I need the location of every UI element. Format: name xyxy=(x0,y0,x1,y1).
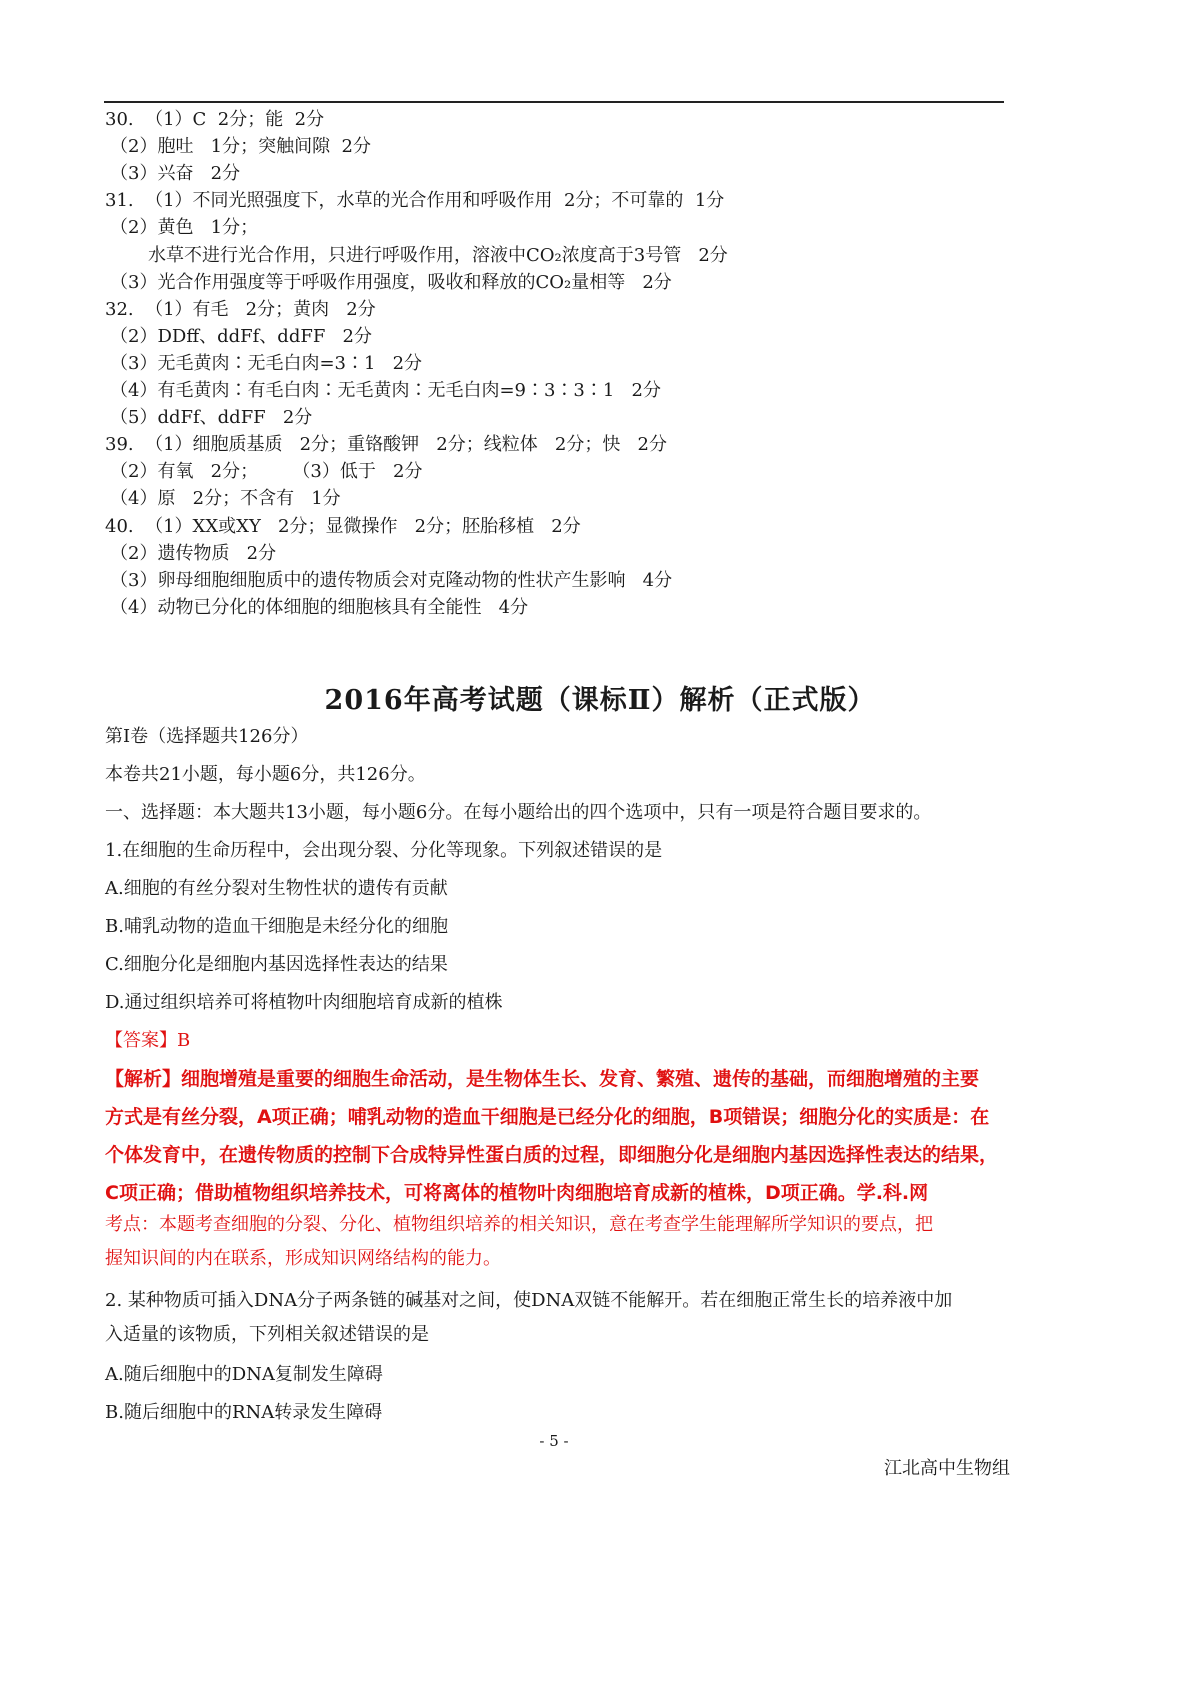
answer-line: 32. （1）有毛 2分；黄肉 2分 xyxy=(105,298,376,320)
body-line: A.细胞的有丝分裂对生物性状的遗传有贡献 xyxy=(105,878,448,899)
body-line: C项正确；借助植物组织培养技术，可将离体的植物叶肉细胞培育成新的植株，D项正确。学.科.网 xyxy=(105,1182,929,1204)
footer-organization: 江北高中生物组 xyxy=(884,1458,1010,1479)
answer-line: （4）有毛黄肉∶有毛白肉∶无毛黄肉∶无毛白肉=9∶3∶3∶1 2分 xyxy=(110,380,661,401)
answer-line: （3）卵母细胞细胞质中的遗传物质会对克隆动物的性状产生影响 4分 xyxy=(110,569,673,591)
body-line: 方式是有丝分裂，A项正确；哺乳动物的造血干细胞是已经分化的细胞，B项错误；细胞分化的实质是：在 xyxy=(105,1106,990,1128)
body-line: 1.在细胞的生命历程中，会出现分裂、分化等现象。下列叙述错误的是 xyxy=(105,840,663,861)
answer-line: 水草不进行光合作用，只进行呼吸作用，溶液中CO₂浓度高于3号管 2分 xyxy=(148,244,728,266)
answer-line: 30. （1）C 2分；能 2分 xyxy=(105,109,325,130)
answer-line: 39. （1）细胞质基质 2分；重铬酸钾 2分；线粒体 2分；快 2分 xyxy=(105,434,667,456)
answer-line: （2）胞吐 1分；突触间隙 2分 xyxy=(110,136,371,158)
answer-line: 31. （1）不同光照强度下，水草的光合作用和呼吸作用 2分；不可靠的 1分 xyxy=(105,190,725,212)
answer-line: （2）DDff、ddFf、ddFF 2分 xyxy=(110,325,372,347)
body-line: 2. 某种物质可插入DNA分子两条链的碱基对之间，使DNA双链不能解开。若在细胞正常生长的培养液中加 xyxy=(105,1290,953,1311)
answer-line: （4）动物已分化的体细胞的细胞核具有全能性 4分 xyxy=(110,596,529,618)
page-number: - 5 - xyxy=(539,1432,569,1450)
body-line: B.哺乳动物的造血干细胞是未经分化的细胞 xyxy=(105,916,448,937)
answer-line: （2）有氧 2分； （3）低于 2分 xyxy=(110,461,423,483)
answer-line: （2）黄色 1分； xyxy=(110,217,259,239)
answer-line: （4）原 2分；不含有 1分 xyxy=(110,488,341,510)
body-line: B.随后细胞中的RNA转录发生障碍 xyxy=(105,1402,383,1423)
section-title: 2016年高考试题（课标Ⅱ）解析（正式版） xyxy=(324,685,876,716)
answer-line: （3）光合作用强度等于呼吸作用强度，吸收和释放的CO₂量相等 2分 xyxy=(110,271,672,293)
body-line: 【答案】B xyxy=(105,1030,191,1051)
body-line: 入适量的该物质，下列相关叙述错误的是 xyxy=(105,1324,429,1345)
body-line: A.随后细胞中的DNA复制发生障碍 xyxy=(105,1364,383,1385)
body-line: C.细胞分化是细胞内基因选择性表达的结果 xyxy=(105,954,448,975)
body-line: 本卷共21小题，每小题6分，共126分。 xyxy=(105,764,426,785)
body-line: D.通过组织培养可将植物叶肉细胞培育成新的植株 xyxy=(105,992,503,1013)
body-line: 一、选择题：本大题共13小题，每小题6分。在每小题给出的四个选项中，只有一项是符合题目要求的。 xyxy=(105,802,932,823)
header-rule xyxy=(104,101,1004,103)
answer-line: 40. （1）XX或XY 2分；显微操作 2分；胚胎移植 2分 xyxy=(105,515,581,537)
body-line: 考点：本题考查细胞的分裂、分化、植物组织培养的相关知识，意在考查学生能理解所学知识的要点，把 xyxy=(105,1214,933,1235)
answer-line: （3）兴奋 2分 xyxy=(110,163,241,185)
answer-line: （2）遗传物质 2分 xyxy=(110,542,277,564)
answer-line: （3）无毛黄肉∶无毛白肉=3∶1 2分 xyxy=(110,352,423,374)
body-line: 【解析】细胞增殖是重要的细胞生命活动，是生物体生长、发育、繁殖、遗传的基础，而细胞增殖的主要 xyxy=(105,1068,980,1090)
answer-line: （5）ddFf、ddFF 2分 xyxy=(110,407,313,429)
body-line: 个体发育中，在遗传物质的控制下合成特异性蛋白质的过程，即细胞分化是细胞内基因选择性表达的结果， xyxy=(105,1144,999,1166)
body-line: 握知识间的内在联系，形成知识网络结构的能力。 xyxy=(105,1248,501,1269)
body-line: 第Ⅰ卷（选择题共126分） xyxy=(105,726,309,747)
